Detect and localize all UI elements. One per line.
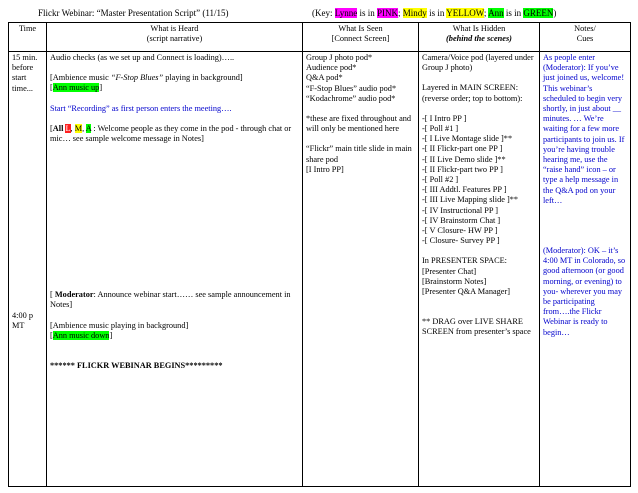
list-item: -[ IV Instructional PP ] bbox=[422, 205, 499, 215]
col-notes: Notes/ Cues bbox=[540, 23, 631, 52]
col-seen: What Is Seen [Connect Screen] bbox=[303, 23, 419, 52]
col-time: Time bbox=[9, 23, 47, 52]
list-item: -[ III Live Mapping slide ]** bbox=[422, 195, 519, 205]
list-item: -[ Closure- Survey PP ] bbox=[422, 236, 500, 246]
time-cell bbox=[9, 52, 47, 487]
notes-cell bbox=[540, 52, 631, 487]
welcome-note: As people enter (Moderator): If you’ve just joined us, welcome! This webinar’s scheduled to begin very shortly, in just about __ minutes. … We’re waiting for a few more participants to join us. If you’re having trouble hearing me, use the “raise hand” icon – or type a help message in the Q&A pod on your left… bbox=[543, 53, 625, 205]
time-pre-start: 15 min. before start time... bbox=[12, 53, 38, 93]
ann-cue: Ann music down bbox=[52, 330, 110, 340]
key-mindy: Mindy bbox=[402, 8, 427, 18]
list-item: -[ V Closure- HW PP ] bbox=[422, 226, 498, 236]
heard-cell: Audio checks (as we set up and Connect is loading)….. [Ambience music “F-Stop Blues” playing in background] [Ann music up] Start “Recording” as first person enters the meeting…. [All L, M, A : Welcome people as they come in the pod - through chat or mic… see sample welcome message in Notes] [ Moderator: Announce webinar start…… see sample announcement in Notes] [Ambience music playing in background] [Ann music down] ****** FLICKR WEBINAR BEGINS********* bbox=[47, 52, 303, 487]
col-heard: What is Heard (script narrative) bbox=[47, 23, 303, 52]
seen-cell: Group J photo pod* Audience pod* Q&A pod* “F-Stop Blues” audio pod* “Kodachrome” audio pod* *these are fixed throughout and will only be mentioned here “Flickr” main title slide in main share pod [I Intro PP] bbox=[303, 52, 419, 487]
list-item: [Presenter Chat] bbox=[422, 266, 477, 276]
key-pink: PINK bbox=[377, 8, 399, 18]
color-key: (Key: Lynne is in PINK; Mindy is in YELLOW; Ann is in GREEN) bbox=[312, 8, 557, 18]
key-green: GREEN bbox=[523, 8, 554, 18]
key-yellow: YELLOW bbox=[446, 8, 484, 18]
ann-cue: A bbox=[85, 123, 92, 133]
list-item: -[ Poll #1 ] bbox=[422, 124, 459, 134]
ann-cue: Ann music up bbox=[52, 83, 100, 93]
list-item: -[ I Intro PP ] bbox=[422, 113, 467, 123]
hidden-cell: Camera/Voice pod (layered under Group J photo) Layered in MAIN SCREEN:(reverse order; top to bottom): -[ I Intro PP ] -[ Poll #1 ] -[ I Live Montage slide ]** -[ II Flickr-part one PP ] -[ II Live Demo slide ]** -[ II Flickr-part two PP ] -[ Poll #2 ] -[ III Addtl. Features PP ] -[ III Live Mapping slide ]** -[ IV Instructional PP ] -[ IV Brainstorm Chat ] -[ V Closure- HW PP ] -[ Closure- Survey PP ] In PRESENTER SPACE: [Presenter Chat] [Brainstorm Notes] [Presenter Q&A Manager] ** DRAG over LIVE SHARE SCREEN from presenter’s space bbox=[419, 52, 540, 487]
list-item: -[ II Flickr-part one PP ] bbox=[422, 144, 503, 154]
document-header bbox=[0, 8, 638, 22]
list-item: -[ II Flickr-part two PP ] bbox=[422, 164, 503, 174]
list-item: -[ Poll #2 ] bbox=[422, 175, 459, 185]
list-item: [Presenter Q&A Manager] bbox=[422, 287, 511, 297]
list-item: -[ III Addtl. Features PP ] bbox=[422, 185, 507, 195]
list-item: -[ II Live Demo slide ]** bbox=[422, 154, 506, 164]
col-hidden: What Is Hidden (behind the scenes) bbox=[419, 23, 540, 52]
list-item: -[ IV Brainstorm Chat ] bbox=[422, 215, 501, 225]
table-header-row bbox=[9, 23, 631, 52]
list-item: [Brainstorm Notes] bbox=[422, 276, 487, 286]
lynne-cue: L bbox=[65, 123, 71, 133]
key-ann: Ann bbox=[488, 8, 504, 18]
document-title: Flickr Webinar: “Master Presentation Script” (11/15) bbox=[38, 8, 229, 18]
key-lynne: Lynne bbox=[334, 8, 358, 18]
script-table bbox=[8, 22, 631, 487]
time-start: 4:00 p MT bbox=[12, 310, 33, 331]
mindy-cue: M bbox=[74, 123, 83, 133]
table-row bbox=[9, 52, 631, 487]
list-item: -[ I Live Montage slide ]** bbox=[422, 134, 513, 144]
webinar-begins: ****** FLICKR WEBINAR BEGINS********* bbox=[50, 361, 223, 371]
start-note: (Moderator): OK – it’s 4:00 MT in Colorado, so good afternoon (or good morning, or evening) to you- wherever you may be participating from….the Flickr Webinar is ready to begin… bbox=[543, 246, 626, 337]
